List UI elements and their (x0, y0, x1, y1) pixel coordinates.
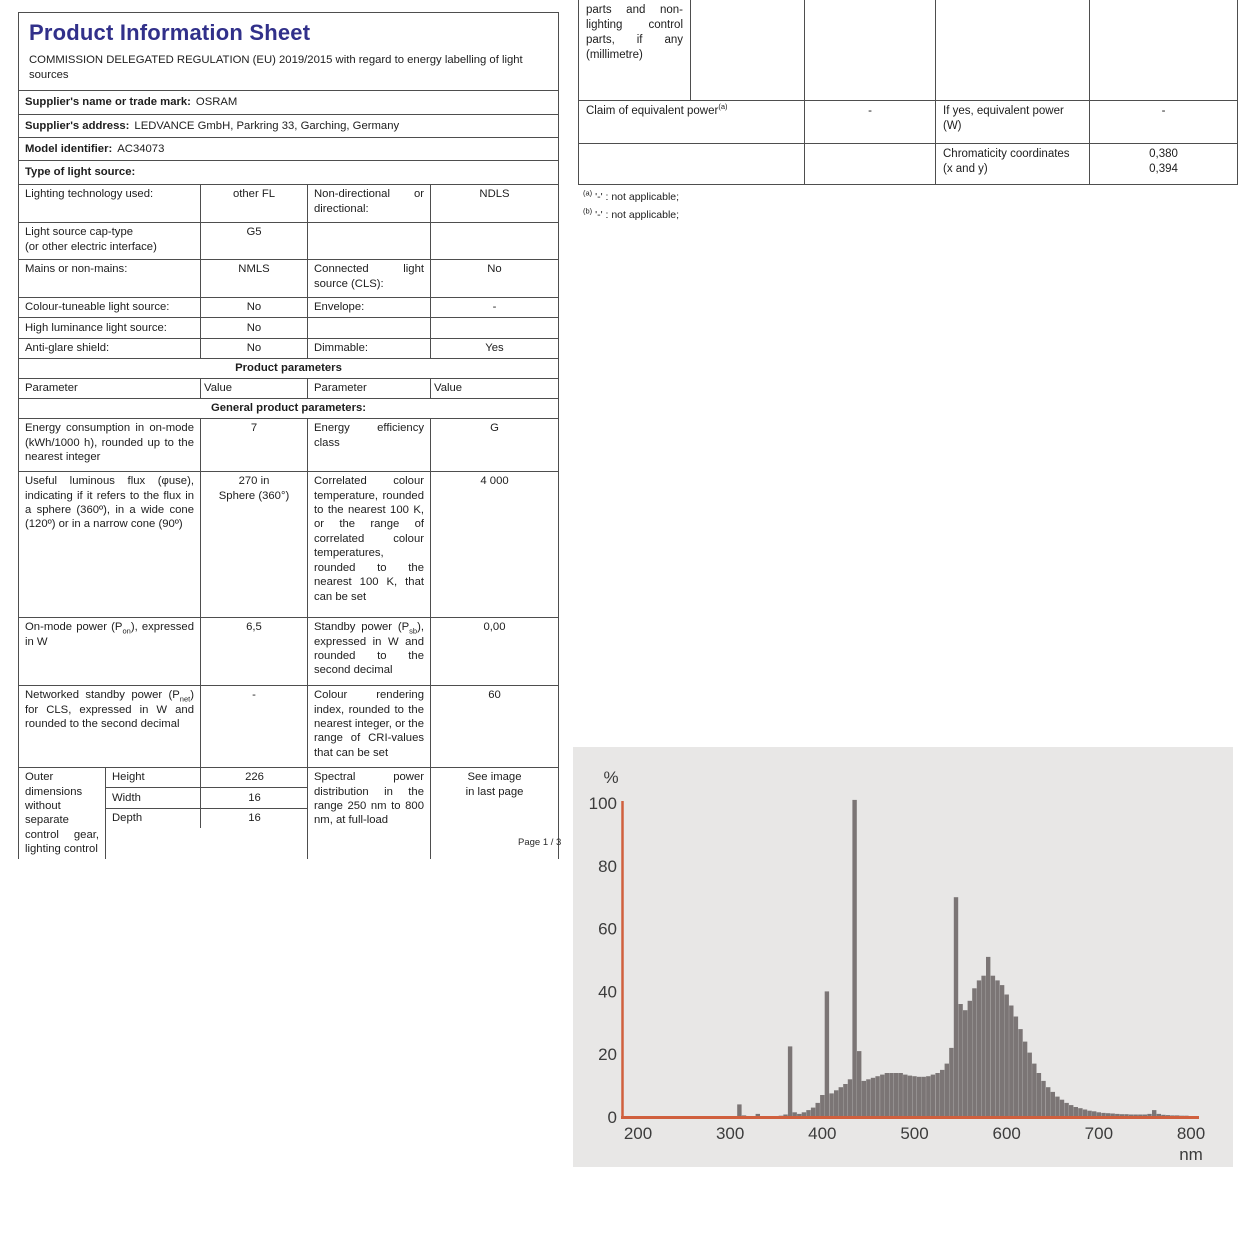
value-cell: - (201, 686, 308, 767)
bar (963, 1010, 967, 1117)
bar (866, 1079, 870, 1117)
bar (1083, 1110, 1087, 1118)
param-cell: Spectral power distribution in the range 250 nm to 800 nm, at full-load (308, 768, 431, 859)
param-cell: Correlated colour temperature, rounded to the nearest 100 K, or the range of correlated colour temperatures, rounded to the nearest 100 K, that can be set (308, 472, 431, 617)
param-cell: Standby power $(P_{sb})$, expressed in W and rounded to the second decimal (308, 618, 431, 685)
value-cell: 7 (201, 419, 308, 471)
value-cell: 270 in Sphere (360°) (201, 472, 308, 617)
bar (1074, 1107, 1078, 1117)
dimension-value: 16 (248, 791, 261, 804)
param-cell: Dimmable: (308, 339, 431, 358)
y-tick-label: 60 (598, 919, 617, 939)
info-row (19, 137, 558, 160)
bar (922, 1077, 926, 1117)
bar (737, 1104, 741, 1117)
value-cell: See image in last page (465, 771, 524, 798)
value-cell: No (201, 298, 308, 317)
empty-cell (1090, 0, 1237, 100)
info-cell (19, 138, 558, 160)
info-cell (19, 115, 558, 137)
dimension-value: 226 (245, 771, 264, 784)
page-number: Page 1 / 3 (518, 837, 562, 848)
info-label: Type of light source: (25, 166, 136, 179)
dimension-label: Height (106, 768, 201, 787)
param-row (579, 143, 1237, 185)
bar (926, 1076, 930, 1117)
value-cell: G (490, 422, 499, 435)
y-tick-label: 40 (598, 982, 617, 1002)
value-cell: 6,5 (201, 618, 308, 685)
param-row (19, 317, 558, 337)
param-cell: Non-directional or directional: (308, 185, 431, 222)
param-cell: Energy consumption in on-mode (kWh/1000 h), rounded up to the nearest integer (19, 419, 201, 471)
info-row (19, 114, 558, 137)
bar (954, 897, 958, 1117)
continuation-row (579, 0, 1237, 100)
bar (995, 980, 999, 1117)
bar (857, 1051, 861, 1117)
value-cell: No (487, 263, 502, 276)
x-axis-unit-label: nm (1179, 1145, 1203, 1164)
bar (806, 1110, 810, 1117)
bar (1023, 1042, 1027, 1117)
param-cell: Colour rendering index, rounded to the nearest integer, or the range of CRI-values that can be set (308, 686, 431, 767)
bar (1041, 1081, 1045, 1117)
bar (991, 976, 995, 1117)
bar (875, 1076, 879, 1117)
info-value: OSRAM (195, 96, 238, 109)
param-cell: High luminance light source: (19, 318, 201, 337)
param-cell (579, 144, 805, 184)
dimension-label: Width (106, 788, 201, 807)
param-cell: If yes, equivalent power (W) (936, 101, 1090, 143)
value-cell: - (1161, 105, 1166, 117)
bar (968, 1001, 972, 1117)
info-cell (19, 161, 558, 183)
info-value: AC34073 (117, 142, 165, 155)
value-cell: G5 (201, 223, 308, 259)
value-cell: No (201, 318, 308, 337)
info-row (19, 90, 558, 113)
value-cell: Value (201, 379, 308, 398)
dimension-row (106, 788, 307, 808)
value-cell: Yes (485, 342, 504, 355)
bar (834, 1090, 838, 1117)
value-cell: Value (434, 382, 463, 395)
bar (1037, 1073, 1041, 1117)
info-label: Supplier's name or trade mark: (25, 96, 191, 109)
value-cell: 0,380 0,394 (1149, 148, 1178, 175)
x-tick-label: 400 (808, 1124, 837, 1143)
bar (912, 1076, 916, 1117)
param-cell: Mains or non-mains: (19, 260, 201, 297)
dimension-row (106, 768, 307, 788)
left-table (18, 12, 562, 859)
bar (945, 1064, 949, 1117)
outer-dimensions-label: Outer dimensions without separate control gear, lighting control (19, 768, 106, 859)
bar (829, 1093, 833, 1117)
bar (788, 1046, 792, 1117)
bar (931, 1075, 935, 1117)
bar (1009, 1006, 1013, 1118)
bar (1000, 985, 1004, 1117)
param-row (579, 100, 1237, 143)
dimension-value: 16 (248, 812, 261, 824)
info-label: Model identifier: (25, 142, 113, 155)
empty-cell (691, 0, 805, 100)
bar (1069, 1105, 1073, 1117)
page-title: Product Information Sheet (29, 20, 311, 45)
dimension-row (106, 809, 307, 828)
bar (1018, 1029, 1022, 1117)
param-cell: Anti-glare shield: (19, 339, 201, 358)
param-cell: Lighting technology used: (19, 185, 201, 222)
param-cell: Parameter (19, 379, 201, 398)
bar (1032, 1064, 1036, 1117)
param-cell: Chromaticity coordinates (x and y) (936, 144, 1090, 184)
value-cell: NMLS (201, 260, 308, 297)
value-cell (805, 144, 936, 184)
bar (1152, 1110, 1156, 1117)
bar (899, 1073, 903, 1117)
param-cell: Envelope: (308, 298, 431, 317)
param-row (19, 297, 558, 317)
info-row (19, 160, 558, 183)
footnote: $^{(a)}$ '-' : not applicable; (583, 188, 680, 203)
footnote: $^{(b)}$ '-' : not applicable; (583, 206, 680, 221)
bar (811, 1108, 815, 1117)
param-cell: Claim of equivalent power$^{(a)}$ (579, 101, 805, 143)
param-row (19, 259, 558, 297)
param-cell: On-mode power $(P_{on})$, expressed in W (19, 618, 201, 685)
param-cell: Colour-tuneable light source: (19, 298, 201, 317)
bar (894, 1073, 898, 1117)
y-tick-label: 80 (598, 856, 617, 876)
value-cell: - (805, 101, 936, 143)
bar (935, 1073, 939, 1117)
param-cell: Useful luminous flux (φuse), indicating if it refers to the flux in a sphere (360º), in a wide cone (120º) or in a narrow cone (90º) (19, 472, 201, 617)
value-cell: 4 000 (480, 475, 509, 488)
bar (1055, 1097, 1059, 1117)
bar (871, 1078, 875, 1117)
bar (1064, 1103, 1068, 1117)
bar (843, 1084, 847, 1117)
regulation-subtitle: COMMISSION DELEGATED REGULATION (EU) 2019/2015 with regard to energy labelling of light sources (29, 54, 523, 81)
bar (1078, 1108, 1082, 1117)
value-cell (431, 318, 558, 337)
product-parameters-header: Product parameters (19, 358, 558, 377)
x-tick-label: 700 (1084, 1124, 1114, 1143)
empty-cell (805, 0, 936, 100)
bar (977, 980, 981, 1117)
bar (889, 1073, 893, 1117)
continuation-table (578, 0, 1238, 185)
param-row (19, 617, 558, 685)
bar (917, 1077, 921, 1117)
bar (986, 957, 990, 1117)
y-tick-label: 100 (588, 794, 617, 813)
continuation-label: parts and non-lighting control parts, if any (millimetre) (579, 0, 691, 100)
general-parameters-header: General product parameters: (19, 398, 558, 417)
bar (1014, 1017, 1018, 1118)
value-cell (431, 223, 558, 259)
spd-chart-panel (573, 747, 1233, 1167)
bar (839, 1087, 843, 1117)
bar (949, 1048, 953, 1117)
y-axis-unit-label: % (603, 768, 619, 787)
outer-dimensions-row (19, 767, 558, 859)
value-cell: NDLS (479, 188, 510, 201)
x-tick-label: 300 (715, 1124, 745, 1143)
title-row (19, 13, 558, 90)
param-row (19, 222, 558, 259)
param-row (19, 471, 558, 617)
bar (816, 1103, 820, 1117)
bar (958, 1004, 962, 1117)
param-cell: Light source cap-type (or other electric interface) (19, 223, 201, 259)
bar (1005, 995, 1009, 1118)
value-cell: other FL (201, 185, 308, 222)
bar (1028, 1053, 1032, 1117)
bar (903, 1075, 907, 1117)
spectral-bars (733, 800, 1194, 1117)
spd-chart (573, 747, 1233, 1167)
x-tick-label: 200 (623, 1124, 653, 1143)
bar (880, 1075, 884, 1117)
value-cell: No (201, 339, 308, 358)
info-cell (19, 91, 558, 113)
param-row (19, 184, 558, 222)
bar (852, 800, 856, 1117)
x-tick-label: 800 (1176, 1124, 1206, 1143)
param-cell: Connected light source (CLS): (308, 260, 431, 297)
param-row (19, 338, 558, 358)
bar (848, 1079, 852, 1117)
y-tick-label: 20 (598, 1045, 617, 1065)
x-tick-label: 600 (992, 1124, 1021, 1143)
param-cell: Networked standby power $(P_{net})$ for CLS, expressed in W and rounded to the second decimal (19, 686, 201, 767)
bar (972, 988, 976, 1117)
bar (820, 1095, 824, 1117)
bar (862, 1081, 866, 1117)
bar (981, 976, 985, 1117)
param-cell: Energy efficiency class (308, 419, 431, 471)
bar (825, 991, 829, 1117)
dimension-label: Depth (106, 809, 201, 828)
param-row (19, 685, 558, 767)
bar (885, 1073, 889, 1117)
value-cell: - (492, 301, 497, 314)
bar (1051, 1092, 1055, 1117)
value-cell: 0,00 (483, 621, 506, 634)
empty-cell (936, 0, 1090, 100)
column-header-row (19, 378, 558, 398)
info-value: LEDVANCE GmbH, Parkring 33, Garching, Germany (134, 119, 400, 132)
bar (908, 1076, 912, 1117)
footnotes (583, 188, 680, 227)
param-row (19, 418, 558, 471)
dimensions-subtable (106, 768, 308, 859)
value-cell: 60 (488, 689, 501, 702)
y-tick-label: 0 (607, 1108, 617, 1127)
param-cell (308, 318, 431, 337)
param-cell (308, 223, 431, 259)
param-cell: Parameter (308, 379, 431, 398)
bar (1060, 1100, 1064, 1117)
bar (1046, 1087, 1050, 1117)
info-label: Supplier's address: (25, 119, 130, 132)
bar (940, 1070, 944, 1117)
x-tick-label: 500 (900, 1124, 929, 1143)
